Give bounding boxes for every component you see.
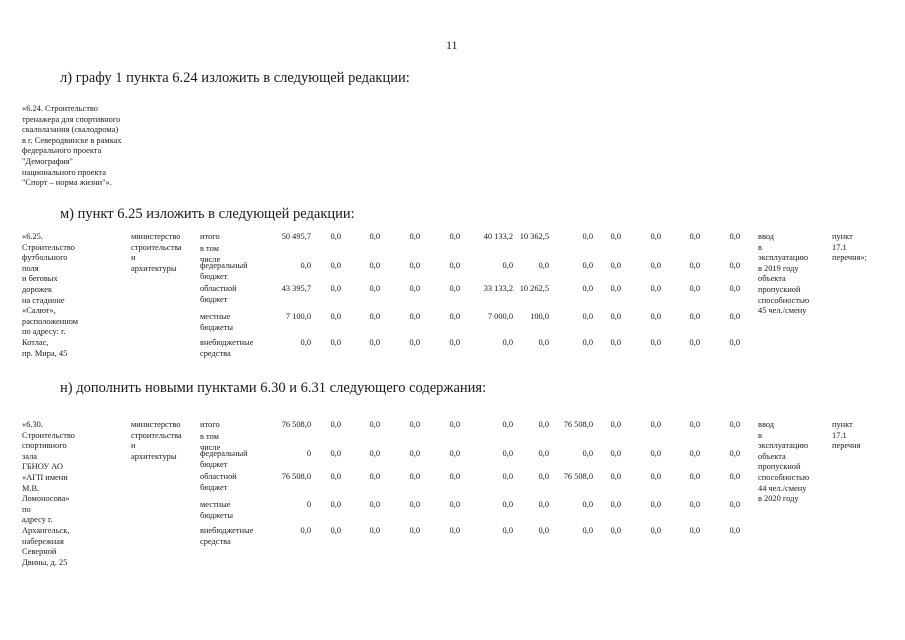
table-cell: 0,0 (538, 449, 549, 458)
table-cell: 0,0 (330, 472, 341, 481)
table-cell: 0,0 (582, 232, 593, 241)
table-cell: 0,0 (610, 420, 621, 429)
table-cell: 10 362,5 (519, 232, 549, 241)
heading-l: л) графу 1 пункта 6.24 изложить в следующей редакции: (60, 70, 410, 86)
row-label: внебюджетные средства (200, 338, 254, 358)
table-cell: 0,0 (330, 500, 341, 509)
table-cell: 50 495,7 (281, 232, 311, 241)
table-cell: 0,0 (300, 526, 311, 535)
table-cell: 0,0 (650, 449, 661, 458)
table-cell: 0,0 (502, 338, 513, 347)
object-name: «6.30. Строительство спортивного зала ГБНОУ АО «АГП имени М.В. Ломоносова» по адресу г. Архангельск, набережная Северной Двины, д. 25 (22, 420, 75, 567)
table-cell: 0,0 (502, 526, 513, 535)
table-cell: 0,0 (610, 449, 621, 458)
table-cell: 0,0 (582, 500, 593, 509)
table-cell: 76 508,0 (563, 472, 593, 481)
table-cell: 0,0 (330, 420, 341, 429)
table-cell: 0,0 (409, 312, 420, 321)
result-text: ввод в эксплуатацию объекта пропускной способностью 44 чел./смену в 2020 году (758, 420, 810, 504)
table-cell: 0,0 (409, 449, 420, 458)
table-cell: 0,0 (449, 472, 460, 481)
table-cell: 0,0 (300, 338, 311, 347)
table-cell: 0,0 (538, 338, 549, 347)
table-cell: 0,0 (689, 312, 700, 321)
table-cell: 0,0 (409, 338, 420, 347)
table-cell: 0,0 (330, 312, 341, 321)
table-cell: 0,0 (729, 261, 740, 270)
heading-m: м) пункт 6.25 изложить в следующей редакции: (60, 206, 355, 222)
table-cell: 0,0 (610, 284, 621, 293)
table-cell: 0,0 (502, 449, 513, 458)
table-cell: 0,0 (502, 500, 513, 509)
item-6-24-text: «6.24. Строительство тренажера для спортивного скалолазания (скалодрома) в г. Северодвинске в рамках федерального проекта "Демография" национального проекта "Спорт – норма жизни"». (22, 104, 122, 188)
table-cell: 76 508,0 (563, 420, 593, 429)
table-cell: 0,0 (330, 449, 341, 458)
table-cell: 7 100,0 (285, 312, 311, 321)
table-cell: 0,0 (650, 312, 661, 321)
table-cell: 0,0 (729, 284, 740, 293)
table-cell: 0,0 (729, 420, 740, 429)
table-cell: 0,0 (689, 472, 700, 481)
reference-text: пункт 17.1 перечня»; (832, 232, 867, 263)
executor: министерство строительства и архитектуры (131, 420, 182, 461)
table-cell: 0,0 (689, 500, 700, 509)
table-cell: 0,0 (449, 338, 460, 347)
table-cell: 10 262,5 (519, 284, 549, 293)
table-cell: 0,0 (369, 284, 380, 293)
table-cell: 0,0 (449, 261, 460, 270)
table-cell: 0,0 (582, 261, 593, 270)
table-cell: 0,0 (650, 261, 661, 270)
table-cell: 0,0 (369, 338, 380, 347)
heading-n: н) дополнить новыми пунктами 6.30 и 6.31 следующего содержания: (60, 380, 487, 396)
table-cell: 0,0 (409, 526, 420, 535)
table-cell: 0,0 (729, 338, 740, 347)
table-cell: 0,0 (330, 261, 341, 270)
table-cell: 0,0 (582, 284, 593, 293)
table-cell: 0,0 (409, 232, 420, 241)
table-cell: 0,0 (650, 420, 661, 429)
table-cell: 0,0 (449, 526, 460, 535)
table-cell: 0,0 (582, 526, 593, 535)
table-cell: 0,0 (449, 232, 460, 241)
table-cell: 0,0 (582, 449, 593, 458)
table-cell: 0,0 (538, 500, 549, 509)
table-cell: 0,0 (369, 500, 380, 509)
row-label: в том числе (200, 244, 221, 264)
table-cell: 0,0 (369, 261, 380, 270)
table-cell: 0,0 (409, 284, 420, 293)
table-cell: 0,0 (449, 500, 460, 509)
table-cell: 0,0 (650, 526, 661, 535)
table-cell: 0,0 (650, 472, 661, 481)
result-text: ввод в эксплуатацию в 2019 году объекта пропускной способностью 45 чел./смену (758, 232, 810, 316)
row-label: федеральный бюджет (200, 449, 248, 469)
table-cell: 0,0 (689, 420, 700, 429)
table-cell: 0,0 (729, 500, 740, 509)
row-label: местные бюджеты (200, 312, 234, 332)
table-cell: 0,0 (538, 472, 549, 481)
row-label: областной бюджет (200, 472, 237, 492)
table-cell: 0,0 (689, 338, 700, 347)
table-cell: 0,0 (449, 284, 460, 293)
row-label: в том числе (200, 432, 221, 452)
row-label: внебюджетные средства (200, 526, 254, 546)
table-cell: 0,0 (330, 284, 341, 293)
table-cell: 0,0 (729, 232, 740, 241)
executor: министерство строительства и архитектуры (131, 232, 182, 273)
table-cell: 0,0 (610, 312, 621, 321)
table-cell: 0,0 (449, 312, 460, 321)
table-cell: 0,0 (689, 232, 700, 241)
table-cell: 0,0 (650, 500, 661, 509)
table-cell: 0,0 (610, 526, 621, 535)
table-cell: 0,0 (502, 420, 513, 429)
table-cell: 0 (306, 500, 311, 509)
row-label: федеральный бюджет (200, 261, 248, 281)
table-cell: 7 000,0 (487, 312, 513, 321)
table-cell: 0,0 (689, 449, 700, 458)
table-cell: 0,0 (409, 261, 420, 270)
table-cell: 0,0 (689, 526, 700, 535)
table-cell: 0,0 (369, 312, 380, 321)
object-name: «6.25. Строительство футбольного поля и беговых дорожек на стадионе «Салют», расположенном по адресу: г. Котлас, пр. Мира, 45 (22, 232, 79, 358)
table-cell: 0,0 (502, 261, 513, 270)
row-label: областной бюджет (200, 284, 237, 304)
table-cell: 0,0 (409, 420, 420, 429)
table-cell: 0,0 (369, 449, 380, 458)
table-cell: 0,0 (330, 338, 341, 347)
table-cell: 0,0 (650, 232, 661, 241)
table-cell: 0,0 (409, 500, 420, 509)
table-cell: 0,0 (610, 500, 621, 509)
table-cell: 0,0 (689, 284, 700, 293)
table-cell: 33 133,2 (483, 284, 513, 293)
table-cell: 0,0 (369, 232, 380, 241)
table-cell: 0,0 (610, 472, 621, 481)
table-cell: 0,0 (369, 420, 380, 429)
table-cell: 0,0 (582, 312, 593, 321)
table-cell: 0 (306, 449, 311, 458)
table-cell: 0,0 (538, 526, 549, 535)
table-cell: 0,0 (610, 232, 621, 241)
table-cell: 0,0 (449, 449, 460, 458)
table-cell: 76 508,0 (281, 420, 311, 429)
table-cell: 0,0 (729, 312, 740, 321)
table-cell: 0,0 (729, 472, 740, 481)
table-cell: 0,0 (729, 526, 740, 535)
table-cell: 0,0 (729, 449, 740, 458)
table-cell: 0,0 (502, 472, 513, 481)
table-cell: 40 133,2 (483, 232, 513, 241)
table-cell: 0,0 (369, 472, 380, 481)
table-cell: 0,0 (330, 526, 341, 535)
table-cell: 0,0 (582, 338, 593, 347)
table-cell: 0,0 (449, 420, 460, 429)
table-cell: 0,0 (650, 284, 661, 293)
table-cell: 0,0 (538, 261, 549, 270)
table-cell: 0,0 (689, 261, 700, 270)
table-cell: 0,0 (300, 261, 311, 270)
table-cell: 100,0 (530, 312, 549, 321)
page-number: 11 (446, 38, 458, 52)
table-cell: 0,0 (610, 261, 621, 270)
table-cell: 0,0 (330, 232, 341, 241)
table-cell: 43 395,7 (281, 284, 311, 293)
reference-text: пункт 17.1 перечня (832, 420, 861, 451)
table-cell: 0,0 (369, 526, 380, 535)
row-label: местные бюджеты (200, 500, 234, 520)
row-label: итого (200, 420, 220, 429)
table-cell: 0,0 (650, 338, 661, 347)
table-cell: 0,0 (610, 338, 621, 347)
table-cell: 76 508,0 (281, 472, 311, 481)
table-cell: 0,0 (538, 420, 549, 429)
row-label: итого (200, 232, 220, 241)
table-cell: 0,0 (409, 472, 420, 481)
